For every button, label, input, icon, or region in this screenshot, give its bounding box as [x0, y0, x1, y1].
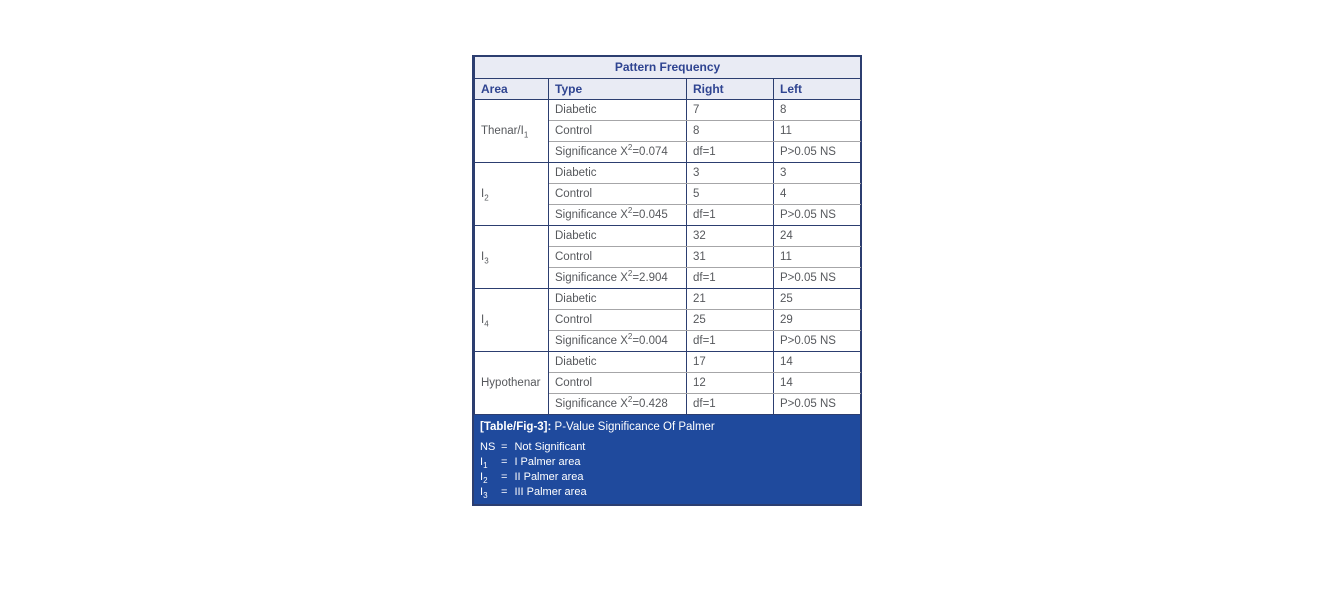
area-cell — [475, 162, 549, 225]
legend-text: II Palmer area — [514, 470, 584, 483]
right-cell: 32 — [687, 225, 774, 246]
left-cell: 25 — [774, 288, 861, 309]
legend-line-i1 — [480, 455, 852, 470]
chi-square-value: =2.904 — [632, 271, 668, 284]
significance-cell — [549, 141, 687, 162]
chi-square-superscript: 2 — [627, 268, 633, 278]
type-cell: Control — [549, 246, 687, 267]
significance-label: Significance X — [555, 334, 628, 347]
area-label: Hypothenar — [481, 376, 541, 389]
area-label: I — [481, 187, 485, 200]
left-cell: 8 — [774, 99, 861, 120]
type-cell: Diabetic — [549, 225, 687, 246]
left-cell: 14 — [774, 372, 861, 393]
chi-square-superscript: 2 — [627, 142, 633, 152]
type-cell: Diabetic — [549, 162, 687, 183]
df-cell: df=1 — [687, 267, 774, 288]
legend-symbol: NS — [480, 440, 496, 453]
right-cell: 8 — [687, 120, 774, 141]
right-cell: 5 — [687, 183, 774, 204]
area-label: I — [481, 313, 485, 326]
type-cell: Diabetic — [549, 288, 687, 309]
caption-figure-label: [Table/Fig-3]: — [480, 420, 552, 433]
significance-cell — [549, 393, 687, 414]
legend-line-i3 — [480, 485, 852, 500]
pattern-frequency-table — [474, 57, 861, 415]
legend-text: I Palmer area — [514, 455, 581, 468]
significance-cell — [549, 204, 687, 225]
type-cell: Control — [549, 372, 687, 393]
right-cell: 25 — [687, 309, 774, 330]
equals-sign: = — [501, 440, 508, 453]
right-cell: 12 — [687, 372, 774, 393]
significance-cell — [549, 267, 687, 288]
table-row — [475, 351, 861, 372]
legend-symbol: $I_3$ — [480, 485, 488, 500]
left-cell: 4 — [774, 183, 861, 204]
left-cell: 24 — [774, 225, 861, 246]
legend-symbol: $I_1$ — [480, 455, 488, 470]
type-cell: Diabetic — [549, 351, 687, 372]
pattern-frequency-figure — [472, 55, 862, 506]
area-cell — [475, 225, 549, 288]
p-value-cell: P>0.05 NS — [774, 330, 861, 351]
area-label: I — [481, 250, 485, 263]
type-cell: Control — [549, 183, 687, 204]
chi-square-superscript: 2 — [627, 205, 633, 215]
df-cell: df=1 — [687, 330, 774, 351]
chi-square-value: =0.045 — [632, 208, 668, 221]
table-title-row — [475, 57, 861, 78]
area-cell — [475, 99, 549, 162]
table-header-row — [475, 78, 861, 99]
chi-square-value: =0.004 — [632, 334, 668, 347]
col-header-right: Right — [687, 78, 774, 99]
significance-label: Significance X — [555, 397, 628, 410]
caption-text: P-Value Significance Of Palmer — [554, 420, 715, 433]
left-cell: 3 — [774, 162, 861, 183]
area-subscript: 4 — [484, 318, 489, 328]
table-row — [475, 225, 861, 246]
significance-label: Significance X — [555, 271, 628, 284]
left-cell: 14 — [774, 351, 861, 372]
p-value-cell: P>0.05 NS — [774, 393, 861, 414]
chi-square-superscript: 2 — [627, 331, 633, 341]
area-cell — [475, 351, 549, 414]
p-value-cell: P>0.05 NS — [774, 204, 861, 225]
equals-sign: = — [501, 455, 508, 468]
df-cell: df=1 — [687, 393, 774, 414]
p-value-cell: P>0.05 NS — [774, 267, 861, 288]
chi-square-value: =0.428 — [632, 397, 668, 410]
right-cell: 17 — [687, 351, 774, 372]
equals-sign: = — [501, 485, 508, 498]
left-cell: 11 — [774, 120, 861, 141]
table-title: Pattern Frequency — [475, 57, 861, 78]
significance-cell — [549, 330, 687, 351]
legend-text: Not Significant — [514, 440, 586, 453]
area-subscript: 1 — [523, 129, 529, 139]
area-label: Thenar/I — [481, 124, 524, 137]
chi-square-superscript: 2 — [627, 394, 633, 404]
table-row — [475, 99, 861, 120]
df-cell: df=1 — [687, 141, 774, 162]
area-cell — [475, 288, 549, 351]
legend-text: III Palmer area — [514, 485, 587, 498]
significance-label: Significance X — [555, 145, 628, 158]
right-cell: 21 — [687, 288, 774, 309]
right-cell: 3 — [687, 162, 774, 183]
p-value-cell: P>0.05 NS — [774, 141, 861, 162]
df-cell: df=1 — [687, 204, 774, 225]
col-header-type: Type — [549, 78, 687, 99]
type-cell: Diabetic — [549, 99, 687, 120]
table-caption-block — [474, 415, 860, 504]
table-row — [475, 288, 861, 309]
legend-line-i2 — [480, 470, 852, 485]
area-subscript: 3 — [484, 255, 489, 265]
right-cell: 7 — [687, 99, 774, 120]
right-cell: 31 — [687, 246, 774, 267]
legend-line-ns — [480, 440, 852, 455]
legend-symbol: $I_2$ — [480, 470, 488, 485]
type-cell: Control — [549, 309, 687, 330]
left-cell: 29 — [774, 309, 861, 330]
col-header-area: Area — [475, 78, 549, 99]
chi-square-value: =0.074 — [632, 145, 668, 158]
equals-sign: = — [501, 470, 508, 483]
table-row — [475, 162, 861, 183]
type-cell: Control — [549, 120, 687, 141]
left-cell: 11 — [774, 246, 861, 267]
table-caption — [480, 420, 852, 435]
area-subscript: 2 — [484, 192, 489, 202]
significance-label: Significance X — [555, 208, 628, 221]
col-header-left: Left — [774, 78, 861, 99]
